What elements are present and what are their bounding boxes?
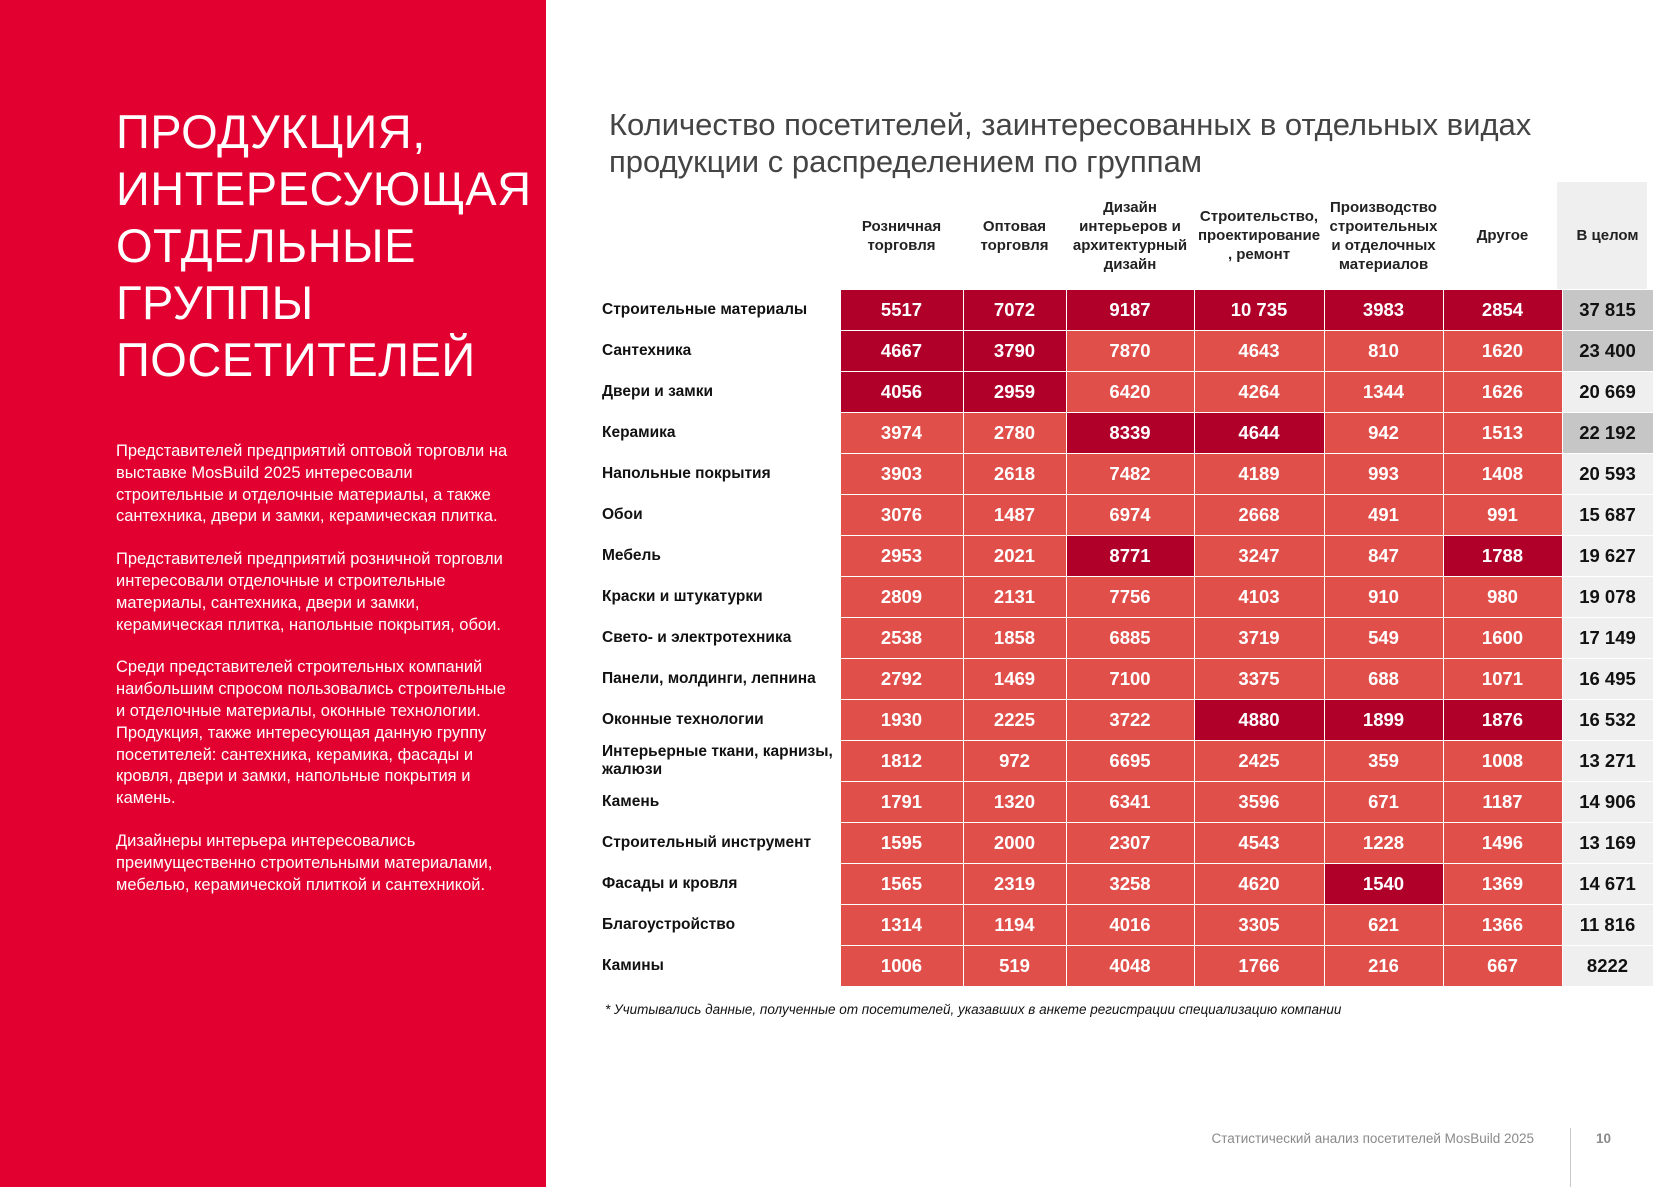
table-cell: 7482 — [1066, 454, 1194, 495]
row-label: Интерьерные ткани, карнизы, жалюзи — [596, 741, 840, 782]
table-cell: 1469 — [963, 659, 1066, 700]
table-cell: 671 — [1324, 782, 1443, 823]
table-cell: 1228 — [1324, 823, 1443, 864]
table-cell: 7870 — [1066, 331, 1194, 372]
table-row — [596, 700, 1653, 741]
table-cell: 810 — [1324, 331, 1443, 372]
table-cell: 1496 — [1443, 823, 1562, 864]
footer-divider — [1570, 1128, 1571, 1187]
table-cell: 4016 — [1066, 905, 1194, 946]
table-cell: 910 — [1324, 577, 1443, 618]
table-cell: 1930 — [840, 700, 963, 741]
table-cell: 993 — [1324, 454, 1443, 495]
table-row — [596, 823, 1653, 864]
table-cell: 1791 — [840, 782, 963, 823]
summary-paragraph: Среди представителей строительных компаний наибольшим спросом пользовались строительные и отделочные материалы, оконные технологии. Продукция, также интересующая данную группу посетителей: сантехника, керамика, фасады и кровля, двери и замки, напольные покрытия и камень. — [116, 658, 506, 808]
total-cell: 13 169 — [1562, 823, 1653, 864]
total-cell: 22 192 — [1562, 413, 1653, 454]
column-header: Производство строительных и отделочных материалов — [1329, 198, 1438, 273]
row-label: Двери и замки — [596, 372, 840, 413]
table-cell: 2538 — [840, 618, 963, 659]
product-interest-table — [596, 182, 1654, 987]
table-cell: 3305 — [1194, 905, 1324, 946]
table-cell: 1565 — [840, 864, 963, 905]
column-header: Розничная торговля — [861, 217, 942, 254]
table-cell: 216 — [1324, 946, 1443, 987]
table-cell: 4543 — [1194, 823, 1324, 864]
table-row — [596, 782, 1653, 823]
table-cell: 980 — [1443, 577, 1562, 618]
total-cell: 19 078 — [1562, 577, 1653, 618]
table-cell: 6695 — [1066, 741, 1194, 782]
total-cell: 17 149 — [1562, 618, 1653, 659]
table-cell: 2000 — [963, 823, 1066, 864]
row-label: Мебель — [596, 536, 840, 577]
table-cell: 2131 — [963, 577, 1066, 618]
table-cell: 991 — [1443, 495, 1562, 536]
table-cell: 1366 — [1443, 905, 1562, 946]
table-row — [596, 864, 1653, 905]
table-cell: 1320 — [963, 782, 1066, 823]
table-cell: 1600 — [1443, 618, 1562, 659]
table-cell: 4056 — [840, 372, 963, 413]
table-row — [596, 536, 1653, 577]
table-cell: 972 — [963, 741, 1066, 782]
total-cell: 19 627 — [1562, 536, 1653, 577]
table-cell: 5517 — [840, 290, 963, 331]
page-number: 10 — [1596, 1131, 1612, 1146]
table-cell: 688 — [1324, 659, 1443, 700]
table-cell: 1408 — [1443, 454, 1562, 495]
total-cell: 11 816 — [1562, 905, 1653, 946]
table-cell: 847 — [1324, 536, 1443, 577]
table-row — [596, 413, 1653, 454]
table-cell: 1344 — [1324, 372, 1443, 413]
table-cell: 3983 — [1324, 290, 1443, 331]
total-cell: 13 271 — [1562, 741, 1653, 782]
table-cell: 359 — [1324, 741, 1443, 782]
table-cell: 4620 — [1194, 864, 1324, 905]
table-cell: 3719 — [1194, 618, 1324, 659]
table-cell: 1513 — [1443, 413, 1562, 454]
row-label: Фасады и кровля — [596, 864, 840, 905]
table-cell: 942 — [1324, 413, 1443, 454]
table-row — [596, 905, 1653, 946]
section-title: ПРОДУКЦИЯ, ИНТЕРЕСУЮЩАЯ ОТДЕЛЬНЫЕ ГРУППЫ ПОСЕТИТЕЛЕЙ — [116, 105, 532, 386]
row-label: Оконные технологии — [596, 700, 840, 741]
table-cell: 3258 — [1066, 864, 1194, 905]
table-cell: 7100 — [1066, 659, 1194, 700]
table-cell: 3247 — [1194, 536, 1324, 577]
table-cell: 1187 — [1443, 782, 1562, 823]
row-header-blank — [596, 182, 840, 290]
row-label: Строительный инструмент — [596, 823, 840, 864]
table-cell: 1788 — [1443, 536, 1562, 577]
table-cell: 4644 — [1194, 413, 1324, 454]
table-body — [596, 290, 1653, 987]
table-cell: 10 735 — [1194, 290, 1324, 331]
table-cell: 7756 — [1066, 577, 1194, 618]
column-header: Оптовая торговля — [980, 217, 1049, 254]
table-cell: 9187 — [1066, 290, 1194, 331]
table-cell: 4189 — [1194, 454, 1324, 495]
column-header: Дизайн интерьеров и архитектурный дизайн — [1072, 198, 1188, 273]
summary-paragraph: Дизайнеры интерьера интересовались преимущественно строительными материалами, мебелью, керамической плиткой и сантехникой. — [116, 831, 493, 894]
row-label: Камины — [596, 946, 840, 987]
footer-text: Статистический анализ посетителей MosBuild 2025 — [1211, 1131, 1534, 1146]
table-cell: 6420 — [1066, 372, 1194, 413]
total-cell: 14 906 — [1562, 782, 1653, 823]
table-cell: 1626 — [1443, 372, 1562, 413]
table-cell: 1071 — [1443, 659, 1562, 700]
row-label: Благоустройство — [596, 905, 840, 946]
table-cell: 1194 — [963, 905, 1066, 946]
table-cell: 1876 — [1443, 700, 1562, 741]
table-cell: 2780 — [963, 413, 1066, 454]
table-cell: 4667 — [840, 331, 963, 372]
table-row — [596, 618, 1653, 659]
table-cell: 1620 — [1443, 331, 1562, 372]
table-cell: 6885 — [1066, 618, 1194, 659]
total-cell: 20 593 — [1562, 454, 1653, 495]
table-cell: 1899 — [1324, 700, 1443, 741]
total-cell: 16 495 — [1562, 659, 1653, 700]
row-label: Краски и штукатурки — [596, 577, 840, 618]
table-cell: 1008 — [1443, 741, 1562, 782]
table-cell: 3903 — [840, 454, 963, 495]
table-row — [596, 577, 1653, 618]
column-header-total: В целом — [1576, 227, 1639, 244]
table-cell: 1540 — [1324, 864, 1443, 905]
table-cell: 7072 — [963, 290, 1066, 331]
table-cell: 2953 — [840, 536, 963, 577]
table-cell: 667 — [1443, 946, 1562, 987]
total-cell: 15 687 — [1562, 495, 1653, 536]
table-cell: 4048 — [1066, 946, 1194, 987]
table-row — [596, 741, 1653, 782]
summary-text — [116, 441, 516, 917]
total-cell: 20 669 — [1562, 372, 1653, 413]
table-cell: 8771 — [1066, 536, 1194, 577]
table-row — [596, 290, 1653, 331]
table-cell: 2425 — [1194, 741, 1324, 782]
table-header-row — [596, 182, 1653, 290]
table-cell: 519 — [963, 946, 1066, 987]
table-row — [596, 946, 1653, 987]
table-cell: 3974 — [840, 413, 963, 454]
table-cell: 1314 — [840, 905, 963, 946]
row-label: Свето- и электротехника — [596, 618, 840, 659]
table-cell: 2854 — [1443, 290, 1562, 331]
table-cell: 2225 — [963, 700, 1066, 741]
table-cell: 4880 — [1194, 700, 1324, 741]
row-label: Обои — [596, 495, 840, 536]
column-header: Строительство, проектирование , ремонт — [1197, 208, 1321, 263]
table-cell: 6974 — [1066, 495, 1194, 536]
table-cell: 3722 — [1066, 700, 1194, 741]
total-cell: 16 532 — [1562, 700, 1653, 741]
table-cell: 4264 — [1194, 372, 1324, 413]
table-cell: 1006 — [840, 946, 963, 987]
table-cell: 6341 — [1066, 782, 1194, 823]
table-cell: 3076 — [840, 495, 963, 536]
total-cell: 14 671 — [1562, 864, 1653, 905]
table-cell: 8339 — [1066, 413, 1194, 454]
table-cell: 1858 — [963, 618, 1066, 659]
table-row — [596, 659, 1653, 700]
table-cell: 2668 — [1194, 495, 1324, 536]
table-cell: 1766 — [1194, 946, 1324, 987]
table-cell: 2959 — [963, 372, 1066, 413]
table-cell: 3596 — [1194, 782, 1324, 823]
table-cell: 1369 — [1443, 864, 1562, 905]
summary-paragraph: Представителей предприятий розничной торговли интересовали отделочные и строительные материалы, сантехника, двери и замки, керамическая плитка, напольные покрытия, обои. — [116, 550, 503, 634]
table-cell: 1487 — [963, 495, 1066, 536]
footnote: * Учитывались данные, полученные от посетителей, указавших в анкете регистрации специализацию компании — [605, 1002, 1342, 1017]
table-cell: 2021 — [963, 536, 1066, 577]
row-label: Панели, молдинги, лепнина — [596, 659, 840, 700]
table-cell: 549 — [1324, 618, 1443, 659]
chart-title: Количество посетителей, заинтересованных в отдельных видах продукции с распределением по группам — [609, 107, 1532, 179]
table-row — [596, 372, 1653, 413]
row-label: Сантехника — [596, 331, 840, 372]
table-row — [596, 454, 1653, 495]
total-cell: 23 400 — [1562, 331, 1653, 372]
total-cell: 37 815 — [1562, 290, 1653, 331]
table-cell: 1812 — [840, 741, 963, 782]
table-cell: 621 — [1324, 905, 1443, 946]
total-cell: 8222 — [1562, 946, 1653, 987]
table-cell: 2618 — [963, 454, 1066, 495]
left-panel — [0, 0, 546, 1187]
table-cell: 4643 — [1194, 331, 1324, 372]
table-cell: 2809 — [840, 577, 963, 618]
row-label: Напольные покрытия — [596, 454, 840, 495]
table-cell: 2307 — [1066, 823, 1194, 864]
summary-paragraph: Представителей предприятий оптовой торговли на выставке MosBuild 2025 интересовали строительные и отделочные материалы, а также сантехника, двери и замки, керамическая плитка. — [116, 442, 508, 526]
table-cell: 4103 — [1194, 577, 1324, 618]
column-header: Другое — [1476, 227, 1529, 244]
table-row — [596, 331, 1653, 372]
table-cell: 2792 — [840, 659, 963, 700]
row-label: Строительные материалы — [596, 290, 840, 331]
table-cell: 3790 — [963, 331, 1066, 372]
row-label: Керамика — [596, 413, 840, 454]
table-cell: 1595 — [840, 823, 963, 864]
table-row — [596, 495, 1653, 536]
table-cell: 491 — [1324, 495, 1443, 536]
table-cell: 2319 — [963, 864, 1066, 905]
table-cell: 3375 — [1194, 659, 1324, 700]
row-label: Камень — [596, 782, 840, 823]
